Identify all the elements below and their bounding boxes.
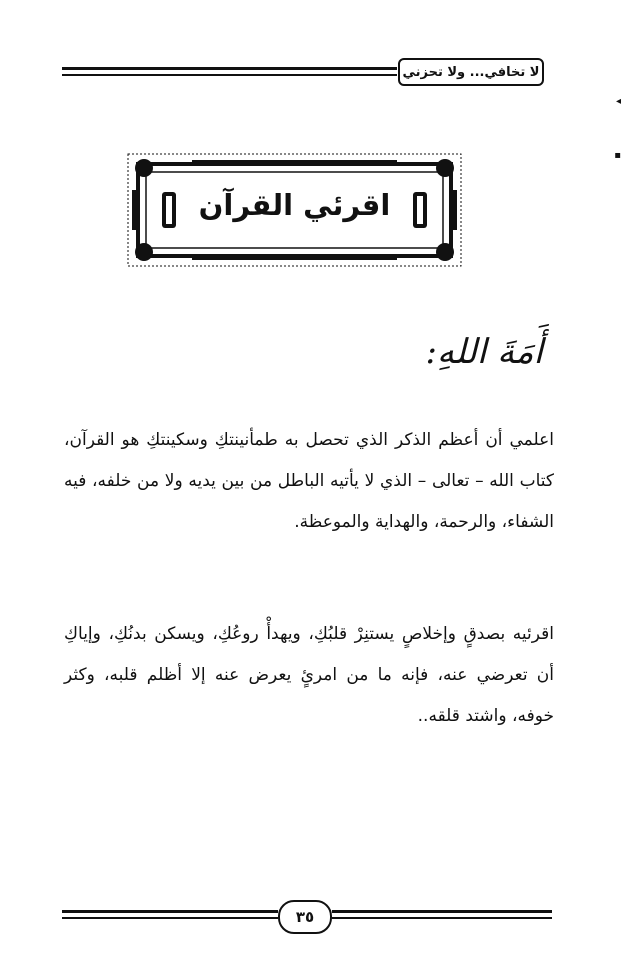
paragraph: اعلمي أن أعظم الذكر الذي تحصل به طمأنينتكِ وسكينتكِ هو القرآن، كتاب الله – تعالى – الذي لا يأتيه الباطل من بين يديه ولا من خلفه، فيه الشفاء، والرحمة، والهداية والموعظة.	[64, 430, 554, 532]
footer-rule-right-top	[332, 910, 552, 913]
paragraph: اقرئيه بصدقٍ وإخلاصٍ يستنِرْ قلبُكِ، ويهدأْ روعُكِ، ويسكن بدنُكِ، وإياكِ أن تعرضي عنه، فإنه ما من امرئٍ يعرض عنه إلا أظلم قلبه، وكثر خوفه، واشتد قلقه..	[64, 624, 554, 726]
header-rule-top	[62, 67, 397, 70]
running-header	[398, 58, 544, 86]
footer-rule-right-bottom	[332, 917, 552, 919]
page-number-box	[278, 900, 332, 934]
chapter-title: اقرئي القرآن	[198, 188, 391, 222]
margin-mark: ▪	[614, 150, 621, 161]
margin-mark: ◂	[615, 96, 621, 107]
page-number: ٣٥	[295, 908, 315, 926]
calligraphic-address: أَمَةَ اللهِ:	[425, 332, 543, 372]
chapter-title-frame	[122, 150, 467, 270]
footer-rule-left-top	[62, 910, 278, 913]
header-rule-bottom	[62, 74, 397, 76]
footer-rule-left-bottom	[62, 917, 278, 919]
running-title: لا تخافي... ولا تحزني	[402, 64, 540, 80]
